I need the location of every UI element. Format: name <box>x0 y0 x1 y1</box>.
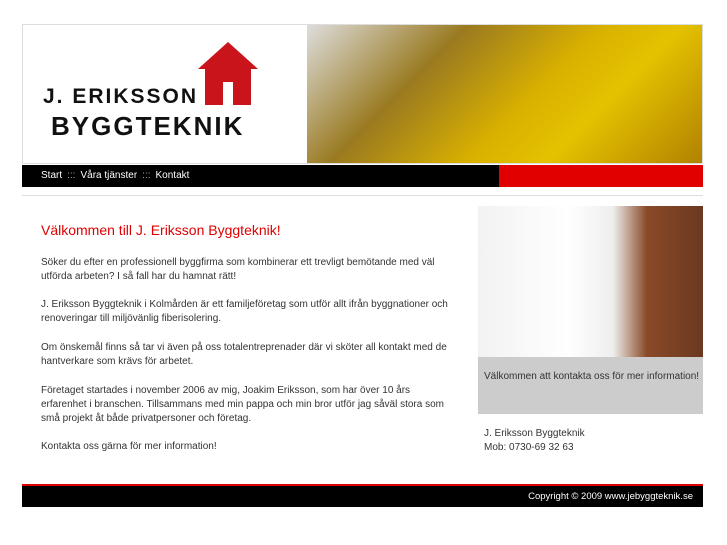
contact-box: Välkommen att kontakta oss för mer information! <box>478 357 703 414</box>
paragraph: Om önskemål finns så tar vi även på oss totalentreprenader där vi sköter all kontakt med de hantverkare som krävs för arbetet. <box>41 342 447 367</box>
paragraph: Kontakta oss gärna för mer information! <box>41 441 217 452</box>
logo-line1: J. ERIKSSON <box>43 85 199 108</box>
paragraph: Söker du efter en professionell byggfirma som kombinerar ett trevligt bemötande med väl utförda arbeten? I så fall har du hamnat rätt! <box>41 257 435 282</box>
nav-services[interactable]: Våra tjänster <box>80 170 138 181</box>
tool-belt-image <box>307 25 703 164</box>
house-icon <box>193 37 263 107</box>
copyright: Copyright © 2009 www.jebyggteknik.se <box>528 491 693 502</box>
logo-line2: BYGGTEKNIK <box>51 111 245 141</box>
divider <box>22 195 703 196</box>
phone: Mob: 0730-69 32 63 <box>484 442 574 453</box>
paragraph: Företaget startades i november 2006 av mig, Joakim Eriksson, som har över 10 års erfarenhet i branschen. Tillsammans med min pappa och min bror utför jag såväl stora som små projekt åt både privatpersoner och företag. <box>41 385 444 424</box>
main-nav: Start ::: Våra tjänster ::: Kontakt <box>22 165 703 187</box>
nav-contact[interactable]: Kontakt <box>155 170 190 181</box>
page-title: Välkommen till J. Eriksson Byggteknik! <box>41 222 281 238</box>
footer <box>22 484 703 507</box>
staircase-photo <box>478 206 703 357</box>
nav-start[interactable]: Start <box>41 170 63 181</box>
header-banner <box>22 24 703 164</box>
company-name: J. Eriksson Byggteknik <box>484 428 585 439</box>
paragraph: J. Eriksson Byggteknik i Kolmården är ett familjeföretag som utför allt ifrån byggnationer och renoveringar till miljövänlig fiberisolering. <box>41 299 448 324</box>
contact-info <box>484 427 585 455</box>
